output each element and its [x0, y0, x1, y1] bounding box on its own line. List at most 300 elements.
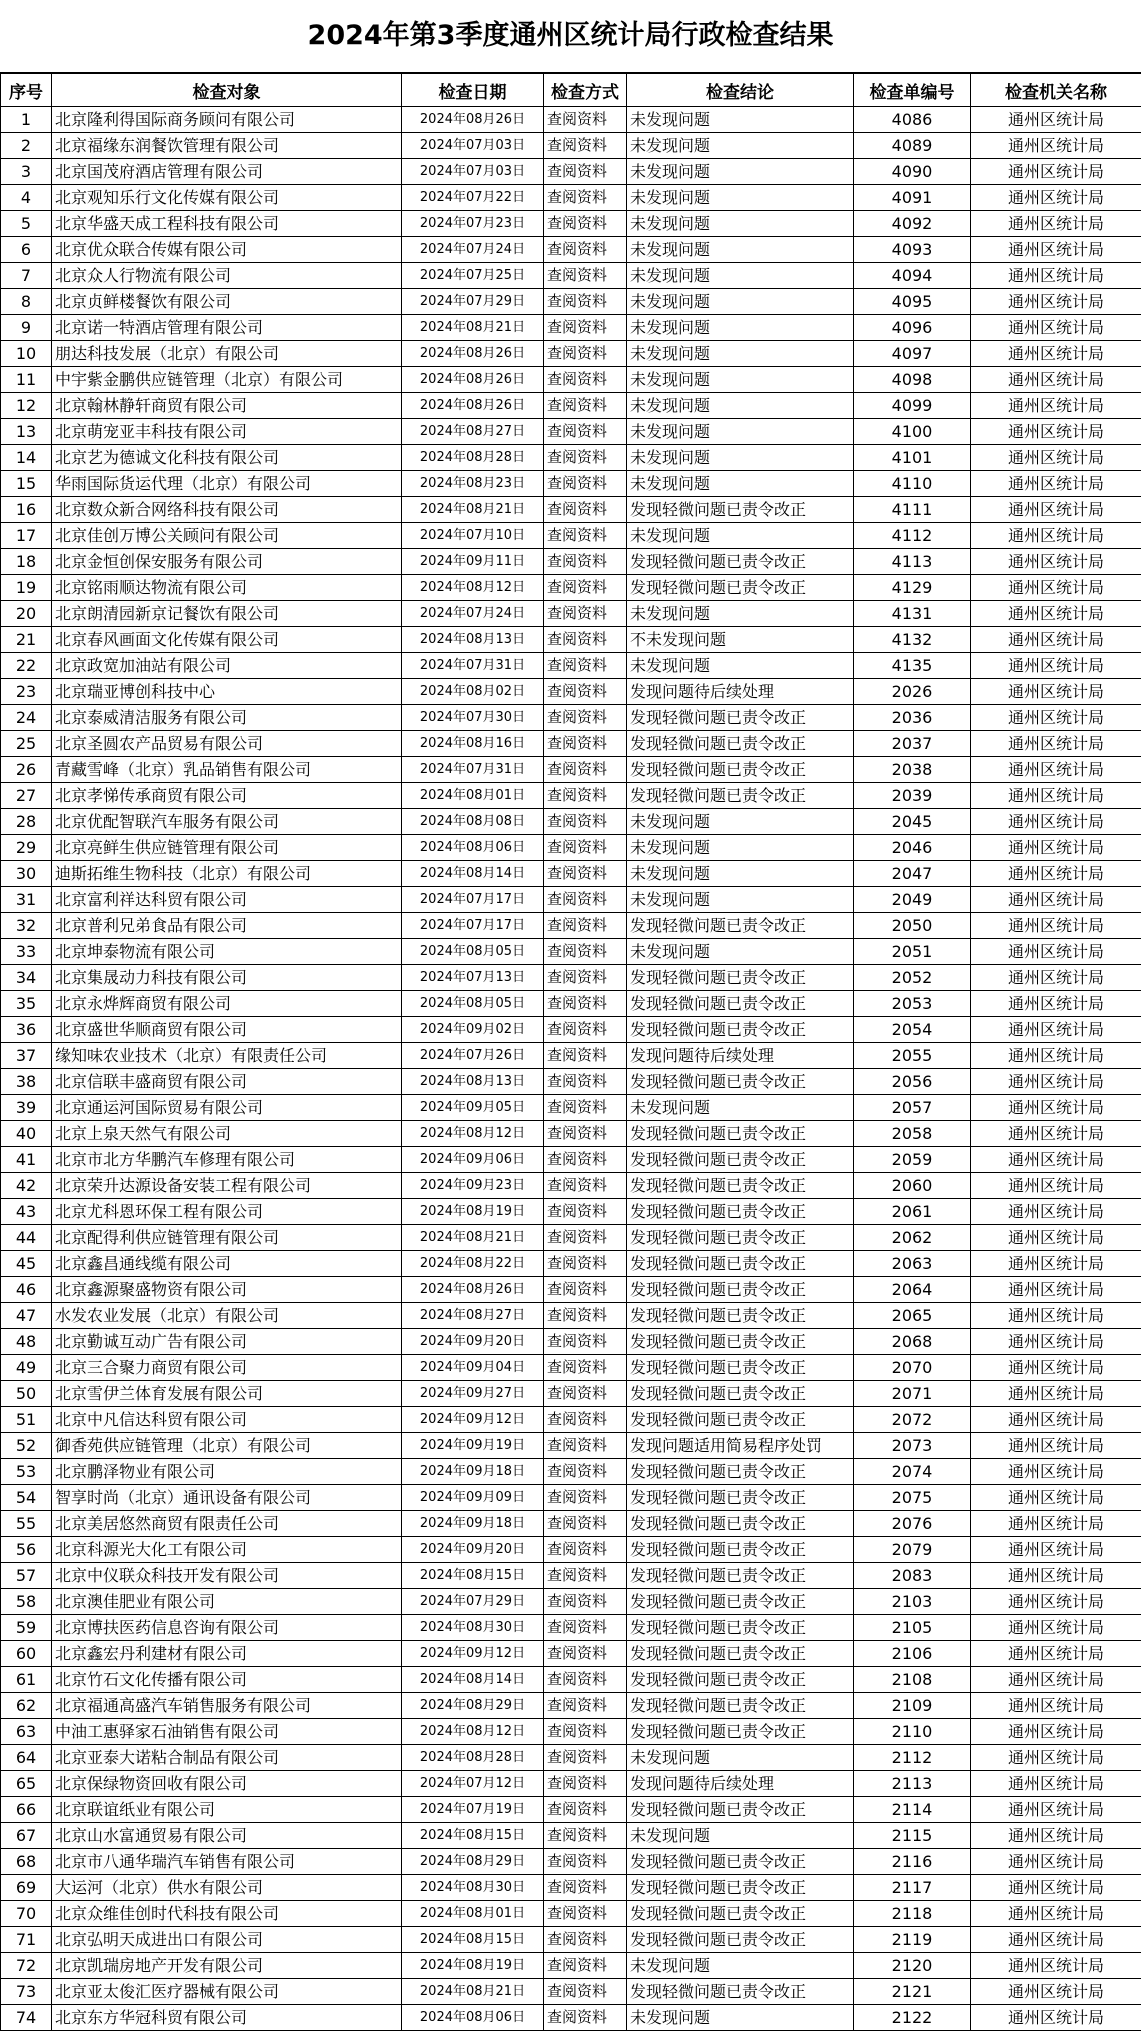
row-agency: 通州区统计局 — [971, 211, 1141, 237]
row-object: 北京荣升达源设备安装工程有限公司 — [52, 1173, 402, 1199]
row-conclusion: 发现轻微问题已责令改正 — [627, 1901, 854, 1927]
table-row — [1, 861, 1141, 887]
row-object: 北京凯瑞房地产开发有限公司 — [52, 1953, 402, 1979]
row-object: 北京萌宠亚丰科技有限公司 — [52, 419, 402, 445]
row-date: 2024年08月26日 — [402, 341, 544, 367]
row-form-number: 2120 — [854, 1953, 971, 1979]
row-agency: 通州区统计局 — [971, 1355, 1141, 1381]
table-row — [1, 1849, 1141, 1875]
row-agency: 通州区统计局 — [971, 1875, 1141, 1901]
row-method: 查阅资料 — [544, 1589, 627, 1615]
row-form-number: 4110 — [854, 471, 971, 497]
row-date: 2024年09月12日 — [402, 1641, 544, 1667]
row-object: 北京永烨辉商贸有限公司 — [52, 991, 402, 1017]
row-form-number: 2059 — [854, 1147, 971, 1173]
row-agency: 通州区统计局 — [971, 1589, 1141, 1615]
row-method: 查阅资料 — [544, 1979, 627, 2005]
row-conclusion: 发现轻微问题已责令改正 — [627, 1147, 854, 1173]
row-seq: 29 — [1, 835, 52, 861]
row-object: 北京上泉天然气有限公司 — [52, 1121, 402, 1147]
row-method: 查阅资料 — [544, 393, 627, 419]
row-conclusion: 未发现问题 — [627, 523, 854, 549]
row-form-number: 4097 — [854, 341, 971, 367]
table-row — [1, 1147, 1141, 1173]
row-seq: 65 — [1, 1771, 52, 1797]
row-date: 2024年09月04日 — [402, 1355, 544, 1381]
row-form-number: 4098 — [854, 367, 971, 393]
row-form-number: 4093 — [854, 237, 971, 263]
row-form-number: 4132 — [854, 627, 971, 653]
row-agency: 通州区统计局 — [971, 965, 1141, 991]
row-object: 北京翰林静轩商贸有限公司 — [52, 393, 402, 419]
table-row — [1, 1615, 1141, 1641]
row-conclusion: 未发现问题 — [627, 159, 854, 185]
row-agency: 通州区统计局 — [971, 653, 1141, 679]
row-agency: 通州区统计局 — [971, 1147, 1141, 1173]
row-date: 2024年07月31日 — [402, 653, 544, 679]
row-form-number: 2070 — [854, 1355, 971, 1381]
row-form-number: 4129 — [854, 575, 971, 601]
table-row — [1, 1537, 1141, 1563]
row-seq: 18 — [1, 549, 52, 575]
table-row — [1, 1667, 1141, 1693]
row-object: 北京尤科恩环保工程有限公司 — [52, 1199, 402, 1225]
row-object: 北京国茂府酒店管理有限公司 — [52, 159, 402, 185]
row-conclusion: 未发现问题 — [627, 471, 854, 497]
row-agency: 通州区统计局 — [971, 1381, 1141, 1407]
row-agency: 通州区统计局 — [971, 471, 1141, 497]
row-agency: 通州区统计局 — [971, 1511, 1141, 1537]
row-method: 查阅资料 — [544, 1953, 627, 1979]
row-object: 北京市北方华鹏汽车修理有限公司 — [52, 1147, 402, 1173]
row-date: 2024年07月13日 — [402, 965, 544, 991]
row-conclusion: 发现轻微问题已责令改正 — [627, 1693, 854, 1719]
row-method: 查阅资料 — [544, 835, 627, 861]
row-seq: 61 — [1, 1667, 52, 1693]
header-form-number: 检查单编号 — [854, 74, 971, 107]
row-object: 缘知味农业技术（北京）有限责任公司 — [52, 1043, 402, 1069]
row-form-number: 2116 — [854, 1849, 971, 1875]
row-date: 2024年08月15日 — [402, 1823, 544, 1849]
row-conclusion: 发现轻微问题已责令改正 — [627, 705, 854, 731]
row-seq: 3 — [1, 159, 52, 185]
row-agency: 通州区统计局 — [971, 1329, 1141, 1355]
row-seq: 56 — [1, 1537, 52, 1563]
row-agency: 通州区统计局 — [971, 1043, 1141, 1069]
row-seq: 54 — [1, 1485, 52, 1511]
table-row — [1, 783, 1141, 809]
row-agency: 通州区统计局 — [971, 861, 1141, 887]
row-method: 查阅资料 — [544, 1147, 627, 1173]
row-form-number: 2051 — [854, 939, 971, 965]
row-date: 2024年07月26日 — [402, 1043, 544, 1069]
row-form-number: 4095 — [854, 289, 971, 315]
row-method: 查阅资料 — [544, 809, 627, 835]
row-method: 查阅资料 — [544, 783, 627, 809]
table-row — [1, 1329, 1141, 1355]
row-conclusion: 未发现问题 — [627, 393, 854, 419]
header-row — [1, 74, 1141, 107]
row-date: 2024年08月01日 — [402, 1901, 544, 1927]
row-object: 青藏雪峰（北京）乳品销售有限公司 — [52, 757, 402, 783]
row-object: 北京配得利供应链管理有限公司 — [52, 1225, 402, 1251]
row-method: 查阅资料 — [544, 523, 627, 549]
row-conclusion: 未发现问题 — [627, 133, 854, 159]
row-object: 北京众人行物流有限公司 — [52, 263, 402, 289]
row-conclusion: 未发现问题 — [627, 887, 854, 913]
row-form-number: 4113 — [854, 549, 971, 575]
row-conclusion: 发现轻微问题已责令改正 — [627, 913, 854, 939]
row-seq: 30 — [1, 861, 52, 887]
row-date: 2024年08月16日 — [402, 731, 544, 757]
row-object: 北京亚太俊汇医疗器械有限公司 — [52, 1979, 402, 2005]
row-method: 查阅资料 — [544, 991, 627, 1017]
row-agency: 通州区统计局 — [971, 1667, 1141, 1693]
table-row — [1, 1199, 1141, 1225]
table-row — [1, 835, 1141, 861]
row-form-number: 2063 — [854, 1251, 971, 1277]
row-date: 2024年08月14日 — [402, 861, 544, 887]
row-conclusion: 未发现问题 — [627, 2005, 854, 2031]
table-row — [1, 497, 1141, 523]
row-method: 查阅资料 — [544, 497, 627, 523]
row-date: 2024年09月27日 — [402, 1381, 544, 1407]
row-method: 查阅资料 — [544, 133, 627, 159]
row-object: 北京观知乐行文化传媒有限公司 — [52, 185, 402, 211]
table-row — [1, 1589, 1141, 1615]
row-conclusion: 发现轻微问题已责令改正 — [627, 1381, 854, 1407]
row-seq: 50 — [1, 1381, 52, 1407]
row-form-number: 2106 — [854, 1641, 971, 1667]
row-agency: 通州区统计局 — [971, 601, 1141, 627]
row-seq: 4 — [1, 185, 52, 211]
row-seq: 28 — [1, 809, 52, 835]
row-date: 2024年08月28日 — [402, 1745, 544, 1771]
row-object: 北京三合聚力商贸有限公司 — [52, 1355, 402, 1381]
table-row — [1, 341, 1141, 367]
table-row — [1, 1433, 1141, 1459]
row-conclusion: 发现轻微问题已责令改正 — [627, 731, 854, 757]
row-date: 2024年09月20日 — [402, 1329, 544, 1355]
header-conclusion: 检查结论 — [627, 74, 854, 107]
row-method: 查阅资料 — [544, 341, 627, 367]
row-date: 2024年08月27日 — [402, 1303, 544, 1329]
header-method: 检查方式 — [544, 74, 627, 107]
row-object: 北京佳创万博公关顾问有限公司 — [52, 523, 402, 549]
row-conclusion: 未发现问题 — [627, 107, 854, 133]
table-row — [1, 1979, 1141, 2005]
table-row — [1, 185, 1141, 211]
row-method: 查阅资料 — [544, 1797, 627, 1823]
row-date: 2024年09月18日 — [402, 1459, 544, 1485]
row-seq: 72 — [1, 1953, 52, 1979]
row-method: 查阅资料 — [544, 861, 627, 887]
table-row — [1, 1485, 1141, 1511]
row-date: 2024年08月12日 — [402, 575, 544, 601]
row-conclusion: 发现轻微问题已责令改正 — [627, 1667, 854, 1693]
row-method: 查阅资料 — [544, 1251, 627, 1277]
row-method: 查阅资料 — [544, 1927, 627, 1953]
row-conclusion: 发现轻微问题已责令改正 — [627, 1979, 854, 2005]
row-form-number: 2057 — [854, 1095, 971, 1121]
row-seq: 66 — [1, 1797, 52, 1823]
table-row — [1, 1875, 1141, 1901]
row-conclusion: 发现轻微问题已责令改正 — [627, 1511, 854, 1537]
row-form-number: 2046 — [854, 835, 971, 861]
row-form-number: 2115 — [854, 1823, 971, 1849]
row-method: 查阅资料 — [544, 1459, 627, 1485]
row-agency: 通州区统计局 — [971, 107, 1141, 133]
row-object: 大运河（北京）供水有限公司 — [52, 1875, 402, 1901]
row-date: 2024年08月26日 — [402, 393, 544, 419]
row-conclusion: 发现轻微问题已责令改正 — [627, 1407, 854, 1433]
row-agency: 通州区统计局 — [971, 783, 1141, 809]
row-seq: 40 — [1, 1121, 52, 1147]
row-seq: 15 — [1, 471, 52, 497]
table-row — [1, 367, 1141, 393]
row-seq: 48 — [1, 1329, 52, 1355]
row-method: 查阅资料 — [544, 1095, 627, 1121]
table-row — [1, 627, 1141, 653]
table-row — [1, 913, 1141, 939]
row-object: 北京艺为德诚文化科技有限公司 — [52, 445, 402, 471]
row-object: 北京竹石文化传播有限公司 — [52, 1667, 402, 1693]
row-agency: 通州区统计局 — [971, 1953, 1141, 1979]
row-object: 北京坤泰物流有限公司 — [52, 939, 402, 965]
row-form-number: 2071 — [854, 1381, 971, 1407]
row-seq: 62 — [1, 1693, 52, 1719]
table-row — [1, 1797, 1141, 1823]
table-row — [1, 1511, 1141, 1537]
row-date: 2024年08月26日 — [402, 107, 544, 133]
row-conclusion: 未发现问题 — [627, 1823, 854, 1849]
header-date: 检查日期 — [402, 74, 544, 107]
row-agency: 通州区统计局 — [971, 1563, 1141, 1589]
row-method: 查阅资料 — [544, 1615, 627, 1641]
row-seq: 20 — [1, 601, 52, 627]
row-form-number: 2075 — [854, 1485, 971, 1511]
row-date: 2024年08月19日 — [402, 1953, 544, 1979]
row-method: 查阅资料 — [544, 1823, 627, 1849]
row-date: 2024年09月23日 — [402, 1173, 544, 1199]
row-seq: 69 — [1, 1875, 52, 1901]
row-method: 查阅资料 — [544, 2005, 627, 2031]
row-conclusion: 发现轻微问题已责令改正 — [627, 1485, 854, 1511]
row-agency: 通州区统计局 — [971, 549, 1141, 575]
row-form-number: 2105 — [854, 1615, 971, 1641]
row-conclusion: 未发现问题 — [627, 653, 854, 679]
row-agency: 通州区统计局 — [971, 341, 1141, 367]
row-form-number: 2110 — [854, 1719, 971, 1745]
row-object: 北京中仪联众科技开发有限公司 — [52, 1563, 402, 1589]
table-row — [1, 809, 1141, 835]
row-form-number: 2083 — [854, 1563, 971, 1589]
row-form-number: 4101 — [854, 445, 971, 471]
row-date: 2024年08月30日 — [402, 1875, 544, 1901]
row-conclusion: 未发现问题 — [627, 1095, 854, 1121]
row-agency: 通州区统计局 — [971, 1121, 1141, 1147]
row-conclusion: 发现轻微问题已责令改正 — [627, 1251, 854, 1277]
table-row — [1, 1953, 1141, 1979]
row-conclusion: 发现轻微问题已责令改正 — [627, 1875, 854, 1901]
row-date: 2024年08月21日 — [402, 1979, 544, 2005]
row-date: 2024年07月12日 — [402, 1771, 544, 1797]
table-row — [1, 1173, 1141, 1199]
row-object: 北京联谊纸业有限公司 — [52, 1797, 402, 1823]
row-seq: 64 — [1, 1745, 52, 1771]
row-seq: 23 — [1, 679, 52, 705]
row-date: 2024年08月21日 — [402, 1225, 544, 1251]
row-seq: 31 — [1, 887, 52, 913]
table-row — [1, 315, 1141, 341]
row-date: 2024年08月19日 — [402, 1199, 544, 1225]
row-form-number: 4086 — [854, 107, 971, 133]
row-object: 北京铭雨顺达物流有限公司 — [52, 575, 402, 601]
row-method: 查阅资料 — [544, 1875, 627, 1901]
row-seq: 53 — [1, 1459, 52, 1485]
row-seq: 9 — [1, 315, 52, 341]
table-row — [1, 731, 1141, 757]
row-conclusion: 发现轻微问题已责令改正 — [627, 549, 854, 575]
row-conclusion: 未发现问题 — [627, 185, 854, 211]
row-method: 查阅资料 — [544, 939, 627, 965]
row-date: 2024年07月29日 — [402, 289, 544, 315]
row-seq: 71 — [1, 1927, 52, 1953]
row-object: 迪斯拓维生物科技（北京）有限公司 — [52, 861, 402, 887]
row-date: 2024年09月06日 — [402, 1147, 544, 1173]
row-form-number: 2112 — [854, 1745, 971, 1771]
row-conclusion: 发现轻微问题已责令改正 — [627, 1719, 854, 1745]
row-date: 2024年08月02日 — [402, 679, 544, 705]
row-agency: 通州区统计局 — [971, 809, 1141, 835]
row-agency: 通州区统计局 — [971, 1225, 1141, 1251]
row-method: 查阅资料 — [544, 757, 627, 783]
row-object: 北京诺一特酒店管理有限公司 — [52, 315, 402, 341]
row-object: 御香苑供应链管理（北京）有限公司 — [52, 1433, 402, 1459]
row-conclusion: 未发现问题 — [627, 861, 854, 887]
row-agency: 通州区统计局 — [971, 1823, 1141, 1849]
row-conclusion: 发现轻微问题已责令改正 — [627, 1615, 854, 1641]
row-form-number: 2052 — [854, 965, 971, 991]
row-conclusion: 未发现问题 — [627, 367, 854, 393]
row-conclusion: 发现轻微问题已责令改正 — [627, 1459, 854, 1485]
row-conclusion: 未发现问题 — [627, 939, 854, 965]
row-form-number: 4100 — [854, 419, 971, 445]
row-agency: 通州区统计局 — [971, 1459, 1141, 1485]
row-seq: 74 — [1, 2005, 52, 2031]
row-date: 2024年08月23日 — [402, 471, 544, 497]
table-row — [1, 133, 1141, 159]
row-agency: 通州区统计局 — [971, 1615, 1141, 1641]
row-date: 2024年08月12日 — [402, 1121, 544, 1147]
row-object: 北京贞鲜楼餐饮有限公司 — [52, 289, 402, 315]
row-conclusion: 未发现问题 — [627, 809, 854, 835]
row-object: 北京泰威清洁服务有限公司 — [52, 705, 402, 731]
row-seq: 42 — [1, 1173, 52, 1199]
row-form-number: 2074 — [854, 1459, 971, 1485]
row-form-number: 2045 — [854, 809, 971, 835]
row-seq: 58 — [1, 1589, 52, 1615]
row-agency: 通州区统计局 — [971, 705, 1141, 731]
row-agency: 通州区统计局 — [971, 1849, 1141, 1875]
row-agency: 通州区统计局 — [971, 757, 1141, 783]
row-form-number: 2121 — [854, 1979, 971, 2005]
row-object: 北京众维佳创时代科技有限公司 — [52, 1901, 402, 1927]
row-object: 北京雪伊兰体育发展有限公司 — [52, 1381, 402, 1407]
row-method: 查阅资料 — [544, 1849, 627, 1875]
table-row — [1, 1043, 1141, 1069]
row-seq: 19 — [1, 575, 52, 601]
row-method: 查阅资料 — [544, 627, 627, 653]
row-agency: 通州区统计局 — [971, 627, 1141, 653]
row-form-number: 2062 — [854, 1225, 971, 1251]
row-conclusion: 发现轻微问题已责令改正 — [627, 1173, 854, 1199]
row-date: 2024年08月29日 — [402, 1693, 544, 1719]
table-row — [1, 653, 1141, 679]
row-date: 2024年07月03日 — [402, 133, 544, 159]
row-conclusion: 未发现问题 — [627, 419, 854, 445]
row-seq: 70 — [1, 1901, 52, 1927]
row-agency: 通州区统计局 — [971, 1719, 1141, 1745]
row-conclusion: 发现轻微问题已责令改正 — [627, 575, 854, 601]
row-method: 查阅资料 — [544, 1693, 627, 1719]
row-method: 查阅资料 — [544, 1901, 627, 1927]
row-agency: 通州区统计局 — [971, 1277, 1141, 1303]
row-conclusion: 未发现问题 — [627, 1745, 854, 1771]
row-object: 北京福缘东润餐饮管理有限公司 — [52, 133, 402, 159]
table-row — [1, 679, 1141, 705]
table-row — [1, 991, 1141, 1017]
row-date: 2024年07月19日 — [402, 1797, 544, 1823]
row-date: 2024年08月27日 — [402, 419, 544, 445]
table-row — [1, 1069, 1141, 1095]
row-method: 查阅资料 — [544, 1303, 627, 1329]
row-agency: 通州区统计局 — [971, 991, 1141, 1017]
row-seq: 45 — [1, 1251, 52, 1277]
row-date: 2024年08月06日 — [402, 2005, 544, 2031]
row-seq: 11 — [1, 367, 52, 393]
row-seq: 21 — [1, 627, 52, 653]
row-date: 2024年07月30日 — [402, 705, 544, 731]
row-object: 北京金恒创保安服务有限公司 — [52, 549, 402, 575]
row-object: 北京勤诚互动广告有限公司 — [52, 1329, 402, 1355]
row-conclusion: 发现轻微问题已责令改正 — [627, 1641, 854, 1667]
row-seq: 13 — [1, 419, 52, 445]
row-seq: 8 — [1, 289, 52, 315]
table-row — [1, 211, 1141, 237]
table-row — [1, 1771, 1141, 1797]
table-row — [1, 1719, 1141, 1745]
row-conclusion: 未发现问题 — [627, 289, 854, 315]
row-seq: 10 — [1, 341, 52, 367]
row-object: 北京圣圆农产品贸易有限公司 — [52, 731, 402, 757]
row-method: 查阅资料 — [544, 367, 627, 393]
row-method: 查阅资料 — [544, 1563, 627, 1589]
page-title: 2024年第3季度通州区统计局行政检查结果 — [0, 0, 1141, 73]
row-seq: 38 — [1, 1069, 52, 1095]
row-method: 查阅资料 — [544, 575, 627, 601]
table-row — [1, 393, 1141, 419]
row-agency: 通州区统计局 — [971, 1745, 1141, 1771]
table-row — [1, 1901, 1141, 1927]
row-agency: 通州区统计局 — [971, 1797, 1141, 1823]
row-object: 北京鑫昌通线缆有限公司 — [52, 1251, 402, 1277]
row-agency: 通州区统计局 — [971, 1199, 1141, 1225]
row-seq: 51 — [1, 1407, 52, 1433]
row-form-number: 2055 — [854, 1043, 971, 1069]
row-method: 查阅资料 — [544, 289, 627, 315]
row-object: 北京福通高盛汽车销售服务有限公司 — [52, 1693, 402, 1719]
